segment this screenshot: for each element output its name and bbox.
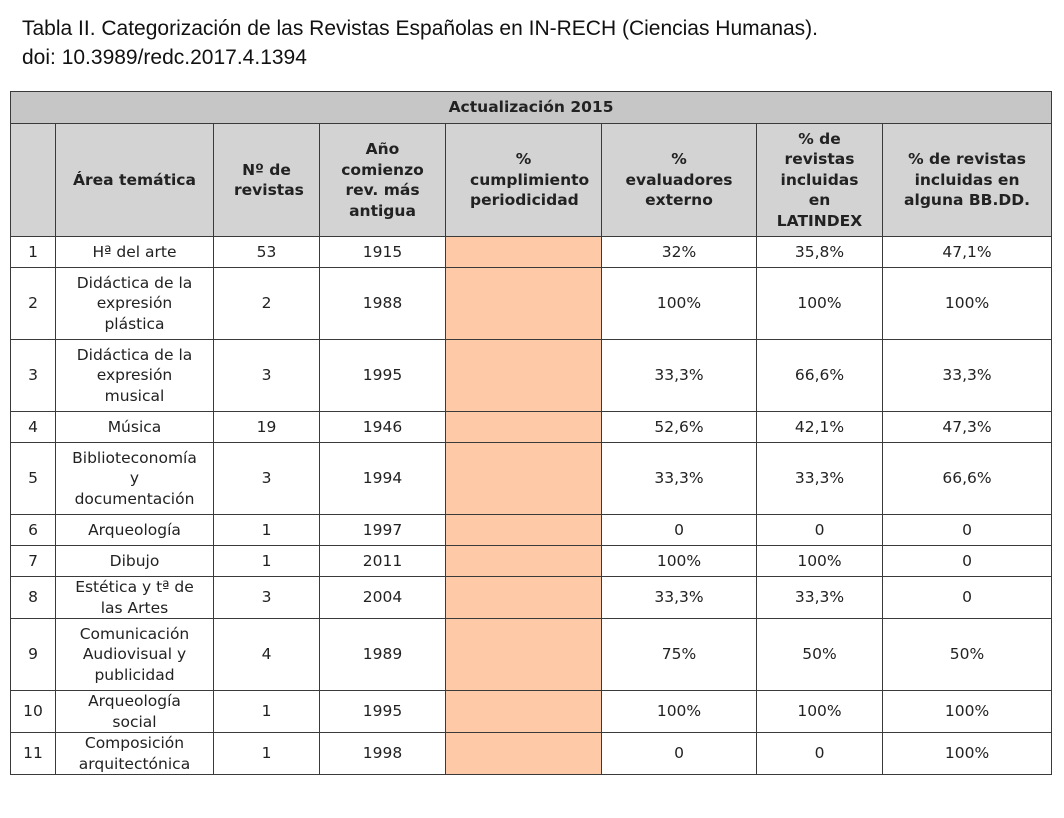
periodicity-cell [446,443,602,515]
periodicity-cell [446,619,602,691]
periodicity-cell [446,412,602,443]
table-row [11,443,1052,515]
year-cell: 1995 [320,691,446,733]
bbdd-cell: 50% [883,619,1052,691]
periodicity-cell [446,577,602,619]
evaluators-cell: 100% [602,691,757,733]
periodicity-cell [446,691,602,733]
year-cell: 1997 [320,515,446,546]
area-cell: Biblioteconomía y documentación [56,443,214,515]
bbdd-cell: 100% [883,733,1052,775]
year-cell: 1994 [320,443,446,515]
count-cell: 19 [214,412,320,443]
row-index: 11 [11,733,56,775]
year-cell: 1995 [320,340,446,412]
latindex-cell: 100% [757,691,883,733]
count-cell: 3 [214,340,320,412]
count-cell: 1 [214,546,320,577]
latindex-cell: 33,3% [757,577,883,619]
table-row [11,412,1052,443]
latindex-cell: 35,8% [757,237,883,268]
header-bbdd: % de revistas incluidas en alguna BB.DD. [883,124,1052,237]
evaluators-cell: 100% [602,546,757,577]
table-row [11,691,1052,733]
table-row [11,619,1052,691]
row-index: 3 [11,340,56,412]
evaluators-cell: 32% [602,237,757,268]
area-cell: Dibujo [56,546,214,577]
table-row [11,546,1052,577]
table-row [11,237,1052,268]
count-cell: 1 [214,691,320,733]
journals-table [10,91,1052,775]
count-cell: 3 [214,577,320,619]
bbdd-cell: 47,1% [883,237,1052,268]
update-band-header: Actualización 2015 [11,92,1052,124]
row-index: 1 [11,237,56,268]
latindex-cell: 0 [757,515,883,546]
table-row [11,340,1052,412]
row-index: 7 [11,546,56,577]
latindex-cell: 50% [757,619,883,691]
row-index: 2 [11,268,56,340]
evaluators-cell: 0 [602,515,757,546]
table-row [11,577,1052,619]
count-cell: 53 [214,237,320,268]
area-cell: Estética y tª de las Artes [56,577,214,619]
periodicity-cell [446,515,602,546]
bbdd-cell: 100% [883,691,1052,733]
header-index [11,124,56,237]
periodicity-cell [446,546,602,577]
latindex-cell: 0 [757,733,883,775]
latindex-cell: 100% [757,546,883,577]
year-cell: 1946 [320,412,446,443]
latindex-cell: 42,1% [757,412,883,443]
count-cell: 3 [214,443,320,515]
row-index: 10 [11,691,56,733]
area-cell: Didáctica de la expresión plástica [56,268,214,340]
row-index: 5 [11,443,56,515]
latindex-cell: 66,6% [757,340,883,412]
periodicity-cell [446,733,602,775]
area-cell: Composición arquitectónica [56,733,214,775]
area-cell: Hª del arte [56,237,214,268]
table-caption [22,14,818,72]
year-cell: 1988 [320,268,446,340]
header-area: Área temática [56,124,214,237]
row-index: 8 [11,577,56,619]
year-cell: 1989 [320,619,446,691]
header-count: Nº de revistas [214,124,320,237]
caption-title: Tabla II. Categorización de las Revistas Españolas en IN-RECH (Ciencias Humanas). [22,17,819,40]
header-year: Año comienzo rev. más antigua [320,124,446,237]
evaluators-cell: 75% [602,619,757,691]
header-periodicity: % cumplimiento periodicidad [446,124,602,237]
latindex-cell: 33,3% [757,443,883,515]
evaluators-cell: 52,6% [602,412,757,443]
area-cell: Arqueología social [56,691,214,733]
row-index: 4 [11,412,56,443]
latindex-cell: 100% [757,268,883,340]
year-cell: 1915 [320,237,446,268]
row-index: 6 [11,515,56,546]
count-cell: 1 [214,733,320,775]
bbdd-cell: 0 [883,515,1052,546]
area-cell: Música [56,412,214,443]
year-cell: 1998 [320,733,446,775]
evaluators-cell: 33,3% [602,443,757,515]
table-row [11,268,1052,340]
bbdd-cell: 0 [883,546,1052,577]
bbdd-cell: 66,6% [883,443,1052,515]
header-evaluators: % evaluadores externo [602,124,757,237]
evaluators-cell: 33,3% [602,577,757,619]
year-cell: 2011 [320,546,446,577]
table-row [11,515,1052,546]
periodicity-cell [446,268,602,340]
year-cell: 2004 [320,577,446,619]
count-cell: 4 [214,619,320,691]
periodicity-cell [446,237,602,268]
evaluators-cell: 0 [602,733,757,775]
evaluators-cell: 33,3% [602,340,757,412]
count-cell: 2 [214,268,320,340]
bbdd-cell: 100% [883,268,1052,340]
area-cell: Comunicación Audiovisual y publicidad [56,619,214,691]
area-cell: Arqueología [56,515,214,546]
bbdd-cell: 33,3% [883,340,1052,412]
caption-doi: doi: 10.3989/redc.2017.4.1394 [22,46,307,69]
bbdd-cell: 0 [883,577,1052,619]
periodicity-cell [446,340,602,412]
table-row [11,733,1052,775]
row-index: 9 [11,619,56,691]
bbdd-cell: 47,3% [883,412,1052,443]
header-latindex: % de revistas incluidas en LATINDEX [757,124,883,237]
count-cell: 1 [214,515,320,546]
evaluators-cell: 100% [602,268,757,340]
area-cell: Didáctica de la expresión musical [56,340,214,412]
